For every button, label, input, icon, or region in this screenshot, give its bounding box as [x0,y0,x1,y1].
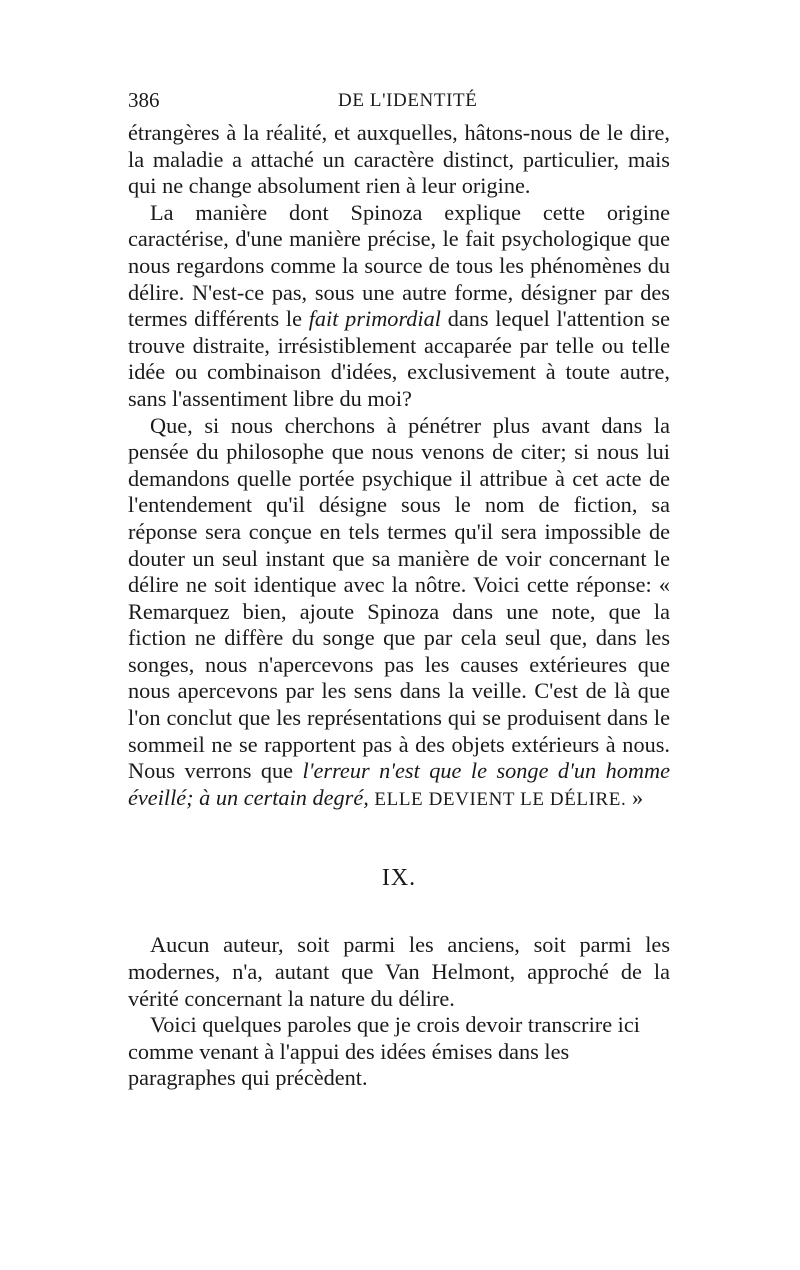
page-number: 386 [128,88,160,112]
section-heading: IX. [381,865,417,892]
running-title: DE L'IDENTITÉ [338,90,478,111]
paragraph-text: dans lequel l'attention se trouve distraite, irrésistiblement accaparée par telle ou telle idée ou combinaison d'idées, exclusivement à toute autre, sans l'assentiment libre du moi? [128,306,671,411]
paragraph-text: La manière dont Spinoza explique cette origine caractérise, d'une manière précise, le fait psychologique que nous regardons comme la source de tous les phénomènes du délire. N'est-ce pas, sous une autre forme, désigner par des termes différents le [128,199,670,332]
italic-phrase: fait primordial [308,306,441,332]
paragraph-spinoza-quote [128,413,670,814]
paragraph-van-helmont [128,932,670,1012]
paragraph-text: Aucun auteur, soit parmi les anciens, soit parmi les modernes, n'a, autant que Van Helmont, approché de la vérité concernant la nature du délire. [128,932,670,1011]
paragraph-text: Voici quelques paroles que je crois devoir transcrire ici comme venant à l'appui des idées émises dans les paragraphes qui précèdent. [128,1012,640,1091]
italic-phrase: l'erreur n'est que le songe d'un homme éveillé; à un certain degré, [128,758,670,810]
paragraph-transcription [128,1012,670,1092]
small-caps-phrase: ELLE DEVIENT LE DÉLIRE. [374,788,627,810]
paragraph-text: étrangères à la réalité, et auxquelles, hâtons-nous de le dire, la maladie a attaché un caractère distinct, particulier, mais qui ne change absolument rien à leur origine. [128,120,670,199]
closing-quote: » [626,784,644,810]
book-page [128,88,670,1092]
paragraph-continued [128,120,670,200]
page-header [128,88,670,120]
paragraph-spinoza-origin [128,200,670,413]
paragraph-text: Que, si nous cherchons à pénétrer plus avant dans la pensée du philosophe que nous venons de citer; si nous lui demandons quelle portée psychique il attribue à cet acte de l'entendement qu'il désigne sous le nom de fiction, sa réponse sera conçue en tels termes qu'il sera impossible de douter un seul instant que sa manière de voir concernant le délire ne soit identique avec la nôtre. Voici cette réponse: « Remarquez bien, ajoute Spinoza dans une note, que la fiction ne diffère du songe que par cela seul que, dans les songes, nous n'apercevons pas les causes extérieures que nous apercevons par les sens dans la veille. C'est de là que l'on conclut que les représentations qui se produisent dans le sommeil ne se rapportent pas à des objets extérieurs à nous. Nous verrons que [128,412,670,784]
